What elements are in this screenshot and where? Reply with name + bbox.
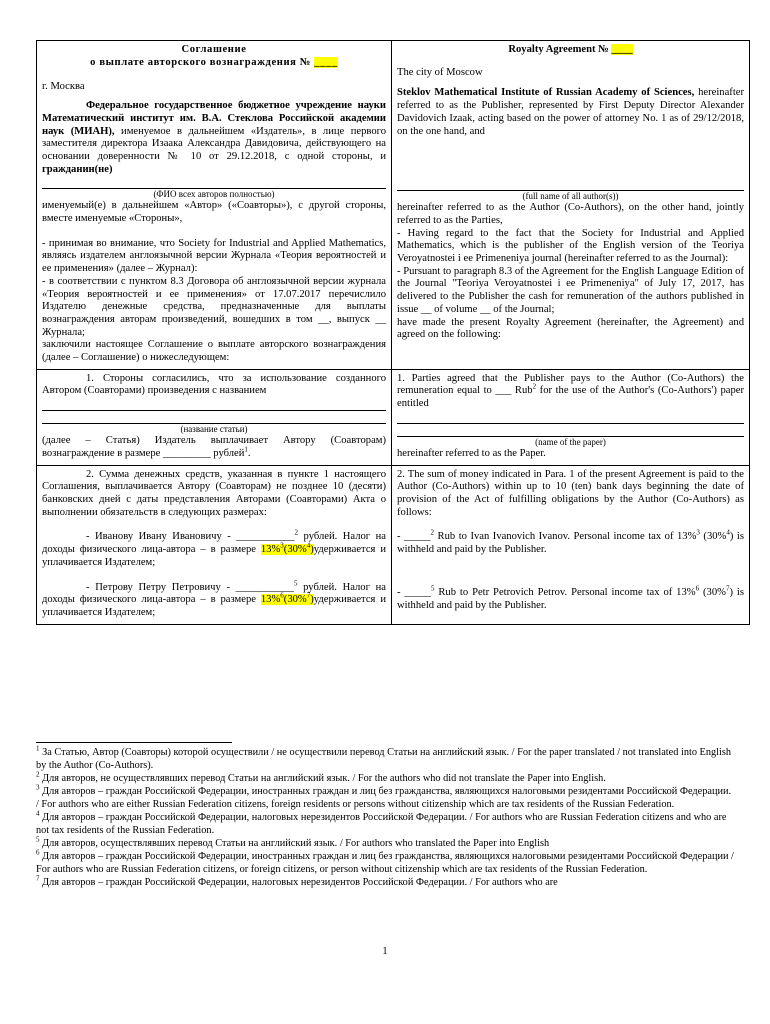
en-payment-2: - _____$^5$ Rub to Petr Petrovich Petrov. Personal income tax of 13%$^6$ (30%$^7$) is withheld and paid by the Publisher. xyxy=(397,584,744,611)
ru-title-line1: Соглашение xyxy=(181,44,247,55)
en-header-cell xyxy=(392,41,750,370)
en-paper-blank-line-1 xyxy=(397,413,744,424)
footnote-separator xyxy=(36,742,232,743)
ru-city: г. Москва xyxy=(42,81,85,93)
en-publisher-paragraph: Steklov Mathematical Institute of Russian Academy of Sciences, hereinafter referred to as the Publisher, represented by First Deputy Director Alexander Davidovich Izaak, acting based on the power of attorney No. 1 as of 29/12/2018, on the one hand, and xyxy=(397,87,744,137)
ru-paper-blank-line-2 xyxy=(42,413,386,424)
ru-recital-2: - в соответствии с пунктом 8.3 Договора об англоязычной версии журнала «Теория вероятностей и ее применения» от 17.07.2017 перечислило Издателю денежные средства, предназначенные для выплаты вознаграждения авторам произведений, вошедших в том __, выпуск __ Журнала; xyxy=(42,275,386,338)
footnote-3: $^3$ Для авторов – граждан Российской Федерации, иностранных граждан и лиц без гражданства, являющихся налоговыми резидентами Российской Федерации. / For authors who are either Russian Federation citizens, foreign residents or persons without citizenship which are tax residents of the Russian Federation. xyxy=(36,783,732,810)
en-city: The city of Moscow xyxy=(397,66,483,78)
en-paper-blank-line-2 xyxy=(397,426,744,437)
en-recital-1: - Having regard to the fact that the Society for Industrial and Applied Mathematics, which is the publisher of the English version of the Teoriya Veroyatnostei i ee Primeneniya journal (hereinafter referred to as the Journal): xyxy=(397,227,744,265)
en-clause-2-text: 2. The sum of money indicated in Para. 1 of the present Agreement is paid to the Author (Co-Authors) within up to 10 (ten) bank days beginning the date of provision of the Act of fulfilling obligations by the Author (Co-Authors) as follows: xyxy=(397,468,744,518)
footnote-ref-2: 2 xyxy=(532,382,537,391)
ru-recital-1: - принимая во внимание, что Society for Industrial and Applied Mathematics, являясь издателем англоязычной версии Журнала «Теория вероятностей и ее применения» (далее – Журнал): xyxy=(42,237,386,275)
en-recital-3: have made the present Royalty Agreement (hereinafter, the Agreement) and agreed on the following: xyxy=(397,316,744,341)
en-clause-1-cell xyxy=(392,369,750,465)
ru-tax-rate-highlight-2: 13%$^6$(30%$^7$) xyxy=(260,591,314,606)
ru-authors-blank-line xyxy=(42,178,386,189)
footnote-6: $^6$ Для авторов – граждан Российской Федерации, иностранных граждан и лиц без гражданства, являющихся налоговыми резидентами Российской Федерации / For authors who are Russian Federation citizens, or foreign citizens, or person without citizenship which are tax residents of the Russian Federation. xyxy=(36,848,734,875)
footnote-2: $^2$ Для авторов, не осуществлявших перевод Статьи на английский язык. / For the authors who did not translate the Paper into English. xyxy=(36,770,606,784)
ru-paper-blank-line-1 xyxy=(42,400,386,411)
table-row-clause-1 xyxy=(37,369,750,465)
en-clause-1-end: hereinafter referred to as the Paper. xyxy=(397,447,546,459)
footnote-5: $^5$ Для авторов, осуществлявших перевод Статьи на английский язык. / For authors who translated the Paper into English xyxy=(36,835,550,849)
en-title: Royalty Agreement № ____ xyxy=(508,44,633,55)
footnote-ref-1: 1 xyxy=(244,445,248,454)
ru-citizens: гражданин(не) xyxy=(42,163,113,175)
ru-publisher-paragraph: Федеральное государственное бюджетное учреждение науки Математический институт им. В.А. Стеклова Российской академии наук (МИАН), именуемое в дальнейшем «Издатель», в лице первого заместителя директора Изаака Александра Давидовича, действующего на основании доверенности № 10 от 29.12.2018, с одной стороны, и гражданин(не) xyxy=(42,100,386,175)
footnotes xyxy=(36,746,736,889)
ru-payment-2: - Петрову Петру Петровичу - ___________$^5$ рублей. Налог на доходы физического лица-автора – в размере 13%$^6$(30%$^7$)удерживается и уплачивается Издателем; xyxy=(42,578,386,618)
ru-header-cell xyxy=(37,41,392,370)
ru-title-line2: о выплате авторского вознаграждения № ____ xyxy=(90,56,338,68)
en-authors-caption: (full name of all author(s)) xyxy=(522,191,619,202)
footnote-4: $^4$ Для авторов – граждан Российской Федерации, налоговых нерезидентов Российской Федерации. / For authors who are Russian Federation citizens and who are not tax residents of the Russian Federation. xyxy=(36,809,727,836)
page-number: 1 xyxy=(382,946,388,957)
en-authors-blank-line xyxy=(397,180,744,191)
ru-clause-1-cell xyxy=(37,369,392,465)
ru-agreement-number-blank: ____ xyxy=(314,56,338,68)
en-agreement-number-blank: ____ xyxy=(611,44,633,55)
ru-clause-1-end: (далее – Статья) Издатель выплачивает Автору (Соавторам) вознаграждение в размере _________ рублей$^1$. xyxy=(42,435,386,459)
footnote-1: $^1$ За Статью, Автор (Соавторы) которой осуществили / не осуществили перевод Статьи на английский язык. / For the paper translated / not translated into English by the Author (Co-Authors). xyxy=(36,744,732,771)
footnote-7: $^7$ Для авторов – граждан Российской Федерации, налоговых нерезидентов Российской Федерации. / For authors who are xyxy=(36,874,558,888)
ru-authors-caption: (ФИО всех авторов полностью) xyxy=(153,189,275,200)
en-clause-2-cell xyxy=(392,465,750,624)
ru-recital-3: заключили настоящее Соглашение о выплате авторского вознаграждения (далее – Соглашение) о нижеследующем: xyxy=(42,339,386,364)
en-clause-1-text: 1. Parties agreed that the Publisher pays to the Author (Co-Authors) the remuneration equal to ___ Rub$^2$ for the use of the Author's (Co-Authors') paper entitled xyxy=(397,372,744,410)
en-paper-caption: (name of the paper) xyxy=(535,436,606,447)
en-authors-text: hereinafter referred to as the Author (Co-Authors), on the other hand, jointly referred to as the Parties, xyxy=(397,202,744,226)
ru-clause-1-text: 1. Стороны согласились, что за использование созданного Автором (Соавторами) произведения с названием xyxy=(42,372,386,397)
ru-paper-caption: (название статьи) xyxy=(180,424,248,435)
en-payment-1: - _____$^2$ Rub to Ivan Ivanovich Ivanov. Personal income tax of 13%$^3$ (30%$^4$) is withheld and paid by the Publisher. xyxy=(397,528,744,556)
agreement-table xyxy=(36,40,750,625)
ru-clause-2-cell xyxy=(37,465,392,624)
table-row-header xyxy=(37,41,750,370)
ru-payment-1: - Иванову Ивану Ивановичу - ___________$^2$ рублей. Налог на доходы физического лица-автора – в размере 13%$^3$(30%$^4$)удерживается и уплачивается Издателем; xyxy=(42,528,387,568)
ru-clause-2-text: 2. Сумма денежных средств, указанная в пункте 1 настоящего Соглашения, выплачивается Автору (Соавторам) не позднее 10 (десяти) банковских дней с даты представления Авторами (Соавторами) Акта о выполнении обязательств в следующих размерах: xyxy=(42,468,386,518)
ru-tax-rate-highlight-1: 13%$^3$(30%$^4$) xyxy=(260,541,314,556)
en-institute-name: Steklov Mathematical Institute of Russian Academy of Sciences, xyxy=(397,87,695,99)
en-recital-2: - Pursuant to paragraph 8.3 of the Agreement for the English Language Edition of the Journal "Teoriya Veroyatnostei i ee Primeneniya" of July 17, 2017, has delivered to the Publisher the cash for remuneration of the authors published in issue __ of volume __ of the Journal; xyxy=(397,265,744,315)
ru-institute-name: Федеральное государственное бюджетное учреждение науки Математический институт им. В.А. Стеклова Российской академии наук (МИАН), xyxy=(42,100,386,137)
ru-authors-text: именуемый(е) в дальнейшем «Автор» («Соавторы»), с другой стороны, вместе именуемые «Стороны», xyxy=(42,200,386,225)
table-row-clause-2 xyxy=(37,465,750,624)
